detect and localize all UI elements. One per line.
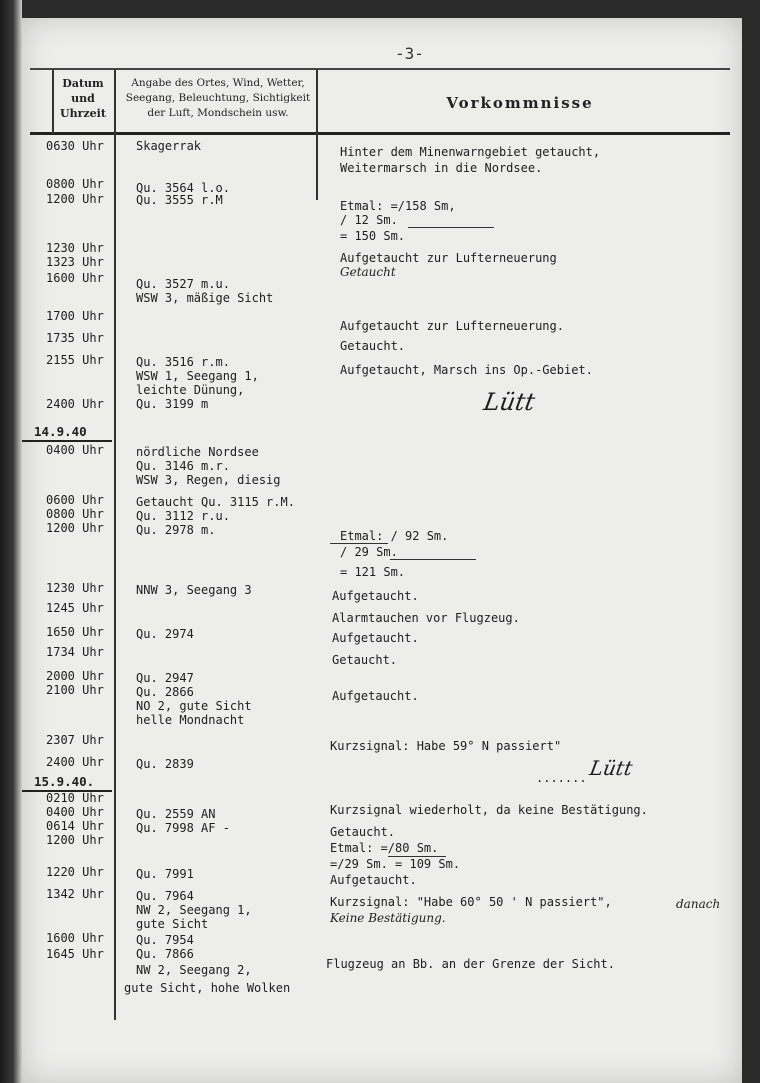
entry-time: 0614 Uhr xyxy=(46,820,104,832)
entry-vorkommnis: Aufgetaucht zur Lufterneuerung. xyxy=(340,319,564,333)
sum-rule xyxy=(388,856,446,857)
entry-ort: Qu. 3199 m xyxy=(136,397,209,411)
entry-ort: Qu. 7998 AF - xyxy=(136,821,230,835)
entry-time: 0210 Uhr xyxy=(46,792,104,804)
entry-ort: WSW 3, mäßige Sicht xyxy=(136,291,274,305)
header-top-rule xyxy=(30,68,730,70)
header-vorkommnisse: Vorkommnisse xyxy=(446,94,594,112)
etmal-underline xyxy=(330,543,388,544)
entry-ort: Qu. 2974 xyxy=(136,627,194,641)
entry-vorkommnis: Aufgetaucht zur Lufterneuerung xyxy=(340,251,557,265)
entry-ort: NO 2, gute Sicht xyxy=(136,699,252,713)
entry-ort: Qu. 3555 r.M xyxy=(136,193,223,207)
entry-time: 0800 Uhr xyxy=(46,178,104,190)
column-divider-datum xyxy=(114,70,116,1020)
entry-time: 2307 Uhr xyxy=(46,734,104,746)
entry-time: 0400 Uhr xyxy=(46,444,104,456)
entry-time: 0600 Uhr xyxy=(46,494,104,506)
entry-vorkommnis: =/29 Sm. = 109 Sm. xyxy=(330,857,461,871)
entry-time: 1735 Uhr xyxy=(46,332,104,344)
entry-ort: NW 2, Seegang 1, xyxy=(136,903,252,917)
entry-time: 0800 Uhr xyxy=(46,508,104,520)
entry-time: 2400 Uhr xyxy=(46,756,104,768)
entry-vorkommnis: Aufgetaucht. xyxy=(332,589,419,603)
entry-time: 1700 Uhr xyxy=(46,310,104,322)
entry-ort: Qu. 2947 xyxy=(136,671,194,685)
entry-vorkommnis: Etmal: / 92 Sm. xyxy=(340,529,449,543)
entry-time: 1650 Uhr xyxy=(46,626,104,638)
entry-time: 1323 Uhr xyxy=(46,256,104,268)
entry-vorkommnis: Weitermarsch in die Nordsee. xyxy=(340,161,543,175)
entry-ort: Getaucht Qu. 3115 r.M. xyxy=(136,495,295,509)
entry-ort: Qu. 7991 xyxy=(136,867,194,881)
page-number: -3- xyxy=(395,44,424,63)
entry-time: 1245 Uhr xyxy=(46,602,104,614)
header-datum: Datum und Uhrzeit xyxy=(60,77,106,120)
entry-vorkommnis: Hinter dem Minenwarngebiet getaucht, xyxy=(340,145,601,159)
entry-time: 1200 Uhr xyxy=(46,834,104,846)
entry-time: 0400 Uhr xyxy=(46,806,104,818)
entry-vorkommnis: Kurzsignal: "Habe 60° 50 ' N passiert", xyxy=(330,895,612,909)
entry-ort: Qu. 2839 xyxy=(136,757,194,771)
entry-time: 1645 Uhr xyxy=(46,948,104,960)
entry-time: 2100 Uhr xyxy=(46,684,104,696)
entry-vorkommnis: ....... xyxy=(536,771,587,785)
entry-ort: Qu. 3146 m.r. xyxy=(136,459,230,473)
entry-ort: Qu. 3564 l.o. xyxy=(136,181,230,195)
entry-ort: leichte Dünung, xyxy=(136,383,245,397)
entry-vorkommnis: Getaucht. xyxy=(340,339,406,353)
column-divider-ort xyxy=(316,70,318,200)
entry-ort: gute Sicht xyxy=(136,917,209,931)
entry-time: 1734 Uhr xyxy=(46,646,104,658)
entry-ort: Skagerrak xyxy=(136,139,202,153)
entry-vorkommnis: = 150 Sm. xyxy=(340,229,406,243)
entry-time: 1230 Uhr xyxy=(46,242,104,254)
entry-ort: helle Mondnacht xyxy=(136,713,245,727)
entry-ort: WSW 3, Regen, diesig xyxy=(136,473,281,487)
entry-vorkommnis: Etmal: =/80 Sm. xyxy=(330,841,439,855)
entry-time: 0630 Uhr xyxy=(46,140,104,152)
entry-vorkommnis: Aufgetaucht. xyxy=(332,631,419,645)
entry-handnote: Keine Bestätigung. xyxy=(330,911,446,925)
entry-time: 1200 Uhr xyxy=(46,193,104,205)
entry-ort: Qu. 7866 xyxy=(136,947,194,961)
sum-rule xyxy=(390,559,476,560)
entry-time: 1200 Uhr xyxy=(46,522,104,534)
entry-ort: Qu. 3527 m.u. xyxy=(136,277,230,291)
entry-ort: Qu. 3112 r.u. xyxy=(136,509,230,523)
entry-vorkommnis: Kurzsignal: Habe 59° N passiert" xyxy=(330,739,562,753)
entry-time: 2400 Uhr xyxy=(46,398,104,410)
entry-vorkommnis: Kurzsignal wiederholt, da keine Bestätigung. xyxy=(330,803,648,817)
entry-vorkommnis: = 121 Sm. xyxy=(340,565,406,579)
entry-ort: WSW 1, Seegang 1, xyxy=(136,369,259,383)
date-heading: 15.9.40. xyxy=(34,774,95,789)
entry-vorkommnis: Getaucht. xyxy=(332,653,398,667)
entry-ort: Qu. 2559 AN xyxy=(136,807,216,821)
entry-vorkommnis: Alarmtauchen vor Flugzeug. xyxy=(332,611,520,625)
entry-time: 2155 Uhr xyxy=(46,354,104,366)
signature: Lütt xyxy=(481,388,538,416)
date-heading: 14.9.40 xyxy=(34,424,87,439)
sum-rule xyxy=(408,227,494,228)
entry-handnote: Getaucht xyxy=(340,265,396,279)
header-ort: Angabe des Ortes, Wind, Wetter, Seegang, Beleuchtung, Sichtigkeit der Luft, Mondschein usw. xyxy=(125,77,311,119)
entry-vorkommnis: / 29 Sm. xyxy=(340,545,398,559)
entry-time: 1342 Uhr xyxy=(46,888,104,900)
entry-ort: gute Sicht, hohe Wolken xyxy=(124,981,291,995)
entry-ort: Qu. 7964 xyxy=(136,889,194,903)
entry-ort: NW 2, Seegang 2, xyxy=(136,963,252,977)
date-rule xyxy=(22,440,112,442)
entry-time: 1220 Uhr xyxy=(46,866,104,878)
entry-time: 2000 Uhr xyxy=(46,670,104,682)
handnote-danach: danach xyxy=(676,897,721,911)
entry-vorkommnis: Flugzeug an Bb. an der Grenze der Sicht. xyxy=(326,957,615,971)
entry-vorkommnis: Getaucht. xyxy=(330,825,396,839)
entry-time: 1600 Uhr xyxy=(46,932,104,944)
binder-edge xyxy=(0,0,22,1083)
entry-ort: Qu. 3516 r.m. xyxy=(136,355,230,369)
entry-ort: Qu. 2978 m. xyxy=(136,523,216,537)
header-bottom-rule xyxy=(30,132,730,135)
entry-vorkommnis: Aufgetaucht. xyxy=(332,689,419,703)
entry-time: 1230 Uhr xyxy=(46,582,104,594)
entry-vorkommnis: Etmal: =/158 Sm, xyxy=(340,199,456,213)
entry-ort: NNW 3, Seegang 3 xyxy=(136,583,252,597)
entry-ort: Qu. 7954 xyxy=(136,933,194,947)
entry-vorkommnis: / 12 Sm. xyxy=(340,213,398,227)
entry-ort: nördliche Nordsee xyxy=(136,445,259,459)
entry-time: 1600 Uhr xyxy=(46,272,104,284)
entry-ort: Qu. 2866 xyxy=(136,685,194,699)
entry-vorkommnis: Aufgetaucht. xyxy=(330,873,417,887)
signature-2: Lütt xyxy=(587,756,635,780)
entry-vorkommnis: Aufgetaucht, Marsch ins Op.-Gebiet. xyxy=(340,363,593,377)
